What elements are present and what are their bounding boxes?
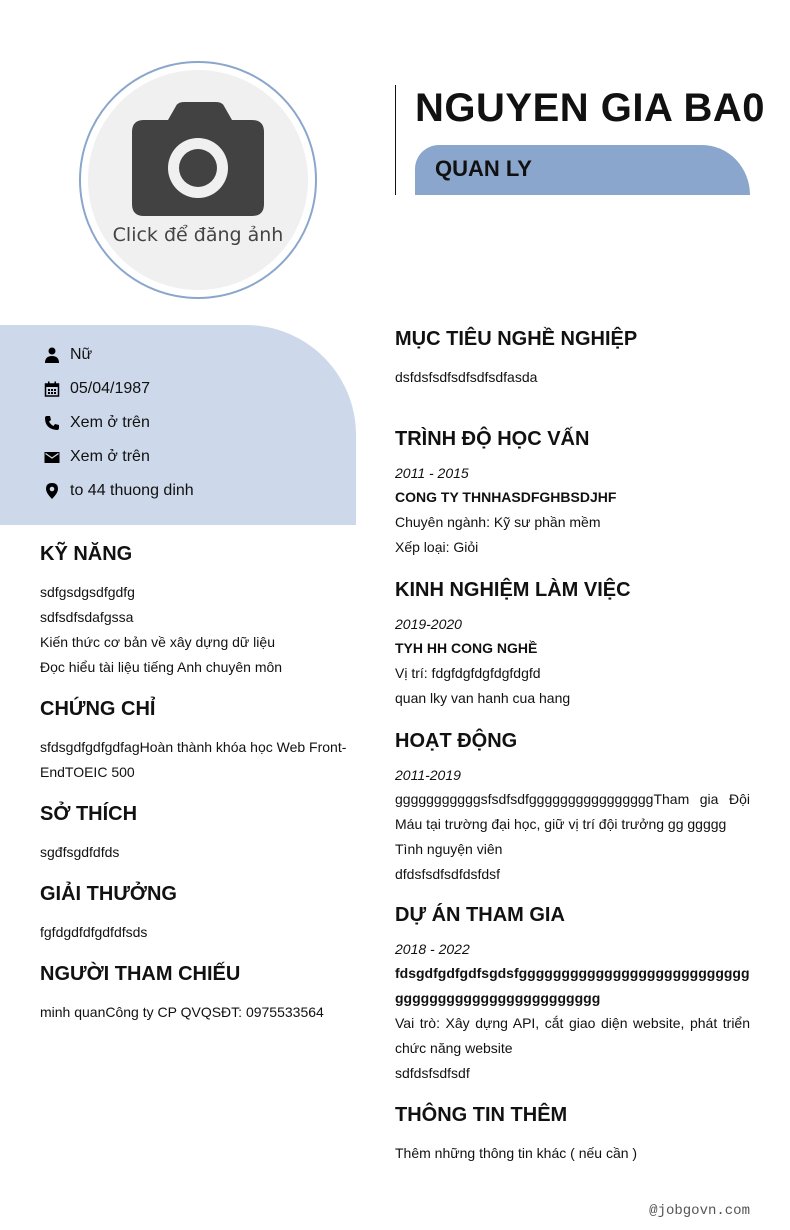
date: 2019-2020	[395, 616, 462, 632]
certificates-text: sfdsgdfgdfgdfagHoàn thành khóa học Web Front-EndTOEIC 500	[40, 739, 347, 780]
job-title: QUAN LY	[415, 145, 750, 195]
section-title: DỰ ÁN THAM GIA	[395, 904, 565, 926]
section-title: KINH NGHIỆM LÀM VIỆC	[395, 579, 631, 601]
skills-section	[40, 543, 350, 680]
section-title: CHỨNG CHỈ	[40, 698, 156, 720]
section-title: SỞ THÍCH	[40, 803, 138, 825]
date: 2011 - 2015	[395, 465, 469, 481]
section-title: HOẠT ĐỘNG	[395, 730, 518, 752]
contact-panel	[0, 325, 356, 525]
section-title: GIẢI THƯỞNG	[40, 883, 177, 905]
extra-info-section	[395, 1104, 750, 1166]
contact-phone: Xem ở trên	[44, 414, 150, 432]
location-icon	[44, 483, 60, 499]
activities-section	[395, 730, 750, 887]
contact-email: Xem ở trên	[44, 448, 150, 466]
date: 2011-2019	[395, 767, 461, 783]
skill-item: sdfgsdgsdfgdfg	[40, 584, 135, 600]
date: 2018 - 2022	[395, 941, 470, 957]
detail-line: quan lky van hanh cua hang	[395, 690, 571, 706]
detail-line: Vai trò: Xây dựng API, cắt giao diện website, phát triển chức năng website	[395, 1015, 750, 1056]
hobbies-text: sgđfsgdfdfds	[40, 844, 120, 860]
education-section	[395, 428, 750, 560]
contact-birthday: 05/04/1987	[44, 380, 150, 398]
objective-text: dsfdsfsdfsdfsdfsdfasda	[395, 369, 538, 385]
detail-line: dfdsfsdfsdfdsfdsf	[395, 866, 501, 882]
detail-line: gggggggggggsfsdfsdfggggggggggggggggTham gia Đội Máu tại trường đại học, giữ vị trí đội trưởng gg ggggg	[395, 791, 750, 832]
extra-info-text: Thêm những thông tin khác ( nếu cần )	[395, 1145, 638, 1161]
project-name: fdsgdfgdfgdfsgdsfggggggggggggggggggggggggggggggggggggggggggggggggggg	[395, 965, 750, 1006]
phone-icon	[44, 415, 60, 431]
organization: TYH HH CONG NGHỀ	[395, 640, 538, 656]
section-title: NGƯỜI THAM CHIẾU	[40, 963, 241, 985]
references-section	[40, 963, 350, 1025]
photo-upload[interactable]	[88, 70, 308, 290]
detail-line: Xếp loại: Giỏi	[395, 539, 479, 555]
divider	[395, 85, 396, 195]
section-title: TRÌNH ĐỘ HỌC VẤN	[395, 428, 590, 450]
contact-gender: Nữ	[44, 346, 92, 364]
section-title: THÔNG TIN THÊM	[395, 1104, 568, 1126]
section-title: KỸ NĂNG	[40, 543, 133, 565]
experience-section	[395, 579, 750, 711]
section-title: MỤC TIÊU NGHỀ NGHIỆP	[395, 328, 638, 350]
awards-section	[40, 883, 350, 945]
projects-section	[395, 904, 750, 1086]
mail-icon	[44, 449, 60, 465]
camera-icon	[132, 102, 264, 218]
person-icon	[44, 347, 60, 363]
detail-line: Chuyên ngành: Kỹ sư phần mềm	[395, 514, 601, 530]
detail-line: sdfdsfsdfsdf	[395, 1065, 470, 1081]
hobbies-section	[40, 803, 350, 865]
full-name: NGUYEN GIA BA0	[415, 86, 766, 130]
footer-watermark: @jobgovn.com	[649, 1203, 750, 1219]
calendar-icon	[44, 381, 60, 397]
detail-line: Vị trí: fdgfdgfdgfdgfdgfd	[395, 665, 541, 681]
detail-line: Tình nguyện viên	[395, 841, 503, 857]
skill-item: sdfsdfsdafgssa	[40, 609, 134, 625]
awards-text: fgfdgdfdfgdfdfsds	[40, 924, 148, 940]
references-text: minh quanCông ty CP QVQSĐT: 0975533564	[40, 1004, 324, 1020]
certificates-section	[40, 698, 350, 785]
skill-item: Đọc hiểu tài liệu tiếng Anh chuyên môn	[40, 659, 283, 675]
photo-caption: Click để đăng ảnh	[112, 224, 284, 246]
contact-address: to 44 thuong dinh	[44, 482, 194, 500]
organization: CONG TY THNHASDFGHBSDJHF	[395, 489, 617, 505]
objective-section	[395, 328, 750, 390]
skill-item: Kiến thức cơ bản về xây dựng dữ liệu	[40, 634, 275, 650]
